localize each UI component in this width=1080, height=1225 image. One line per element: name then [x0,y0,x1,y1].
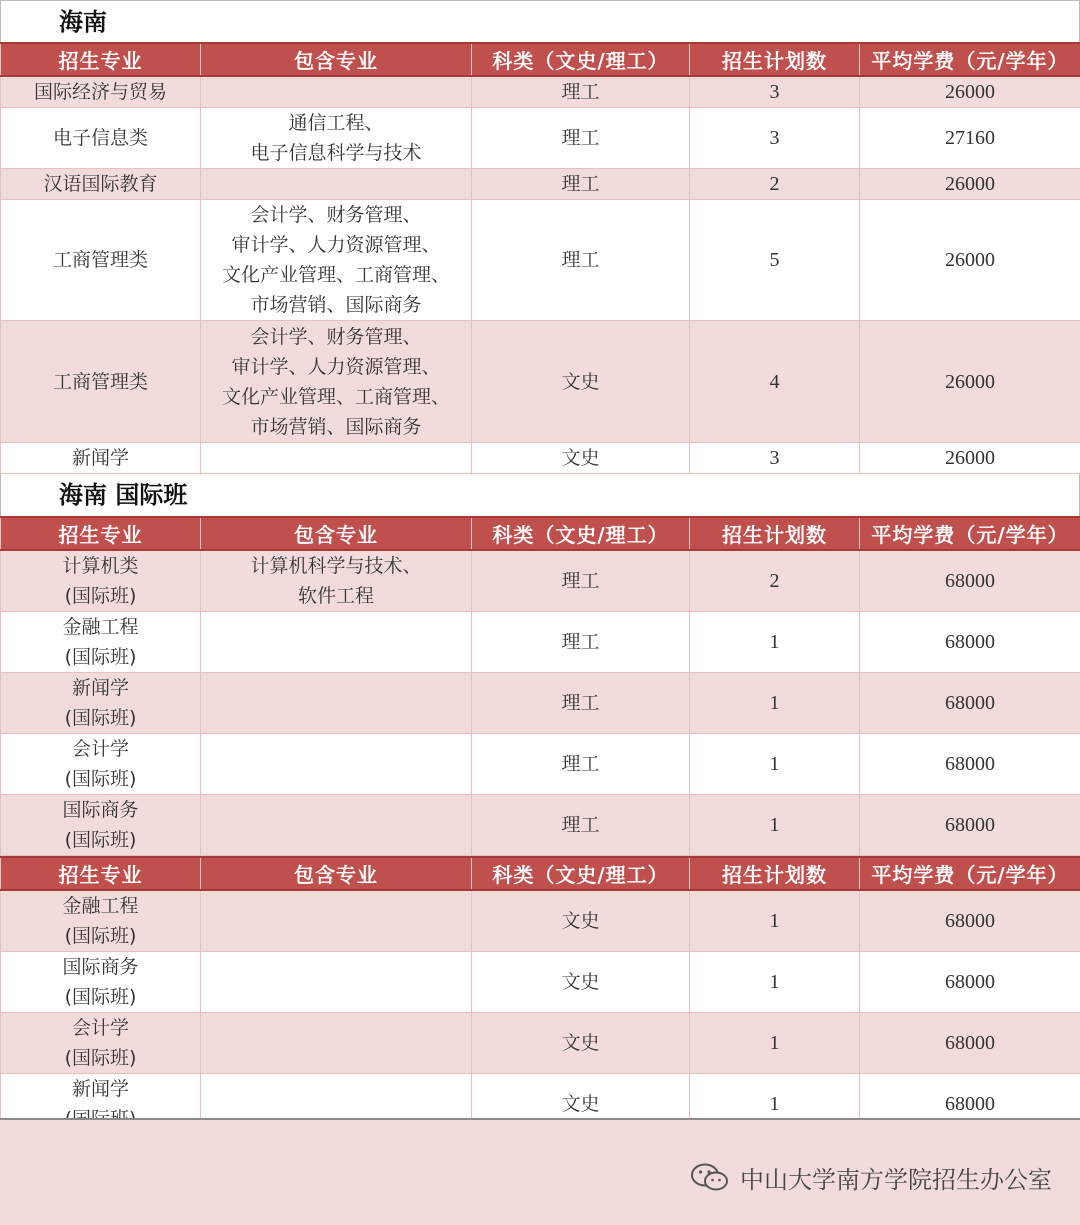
header-major: 招生专业 [1,517,201,550]
table-row [1,76,1080,108]
cell-includes [201,169,472,200]
cell-major: 新闻学 [1,1074,201,1135]
cell-plan: 2 [690,550,860,612]
header-includes: 包含专业 [201,517,472,550]
cell-plan: 1 [690,1074,860,1135]
cell-type: 理工 [472,612,690,673]
cell-plan: 1 [690,1013,860,1074]
cell-major: 工商管理类 [1,200,201,321]
cell-fee: 27160 [860,108,1080,169]
table-row [1,200,1080,321]
cell-includes: 通信工程、 电子信息科学与技术 [201,108,472,169]
cell-type: 理工 [472,200,690,321]
cell-major: 计算机类 (国际班) [1,550,201,612]
cell-type: 理工 [472,108,690,169]
cell-major: 新闻学 [1,443,201,474]
cell-type: 文史 [472,952,690,1013]
table-row [1,1013,1080,1074]
table-row [1,550,1080,612]
header-includes: 包含专业 [201,43,472,76]
header-type: 科类（文史/理工） [472,517,690,550]
cell-includes: 计算机科学与技术、 软件工程 [201,550,472,612]
cell-fee: 68000 [860,890,1080,952]
cell-plan: 3 [690,443,860,474]
cell-type: 文史 [472,1074,690,1135]
cell-type: 文史 [472,890,690,952]
header-plan: 招生计划数 [690,857,860,890]
cell-fee: 26000 [860,321,1080,443]
cell-type: 文史 [472,321,690,443]
header-fee: 平均学费（元/学年） [860,857,1080,890]
cell-fee: 68000 [860,612,1080,673]
table-row [1,108,1080,169]
header-type: 科类（文史/理工） [472,857,690,890]
cell-major: 金融工程 (国际班) [1,612,201,673]
cell-major: 会计学 (国际班) [1,1013,201,1074]
cell-plan: 4 [690,321,860,443]
table-row [1,612,1080,673]
header-plan: 招生计划数 [690,43,860,76]
cell-includes [201,795,472,856]
cell-includes [201,673,472,734]
cell-fee: 68000 [860,734,1080,795]
admission-table-hainan-intl-arts [0,856,1080,1135]
wechat-icon [690,1162,730,1194]
cell-major: 会计学 (国际班) [1,734,201,795]
table-row [1,321,1080,443]
cell-fee: 68000 [860,1074,1080,1135]
cell-fee: 68000 [860,1013,1080,1074]
cell-plan: 1 [690,952,860,1013]
watermark-text: 中山大学南方学院招生办公室 [740,1166,1052,1194]
cell-type: 理工 [472,795,690,856]
header-type: 科类（文史/理工） [472,43,690,76]
cell-type: 理工 [472,734,690,795]
cell-type: 文史 [472,1013,690,1074]
header-fee: 平均学费（元/学年） [860,517,1080,550]
cell-major: 金融工程 (国际班) [1,890,201,952]
cell-fee: 26000 [860,76,1080,108]
table-header-row [1,43,1080,76]
cell-includes: 会计学、财务管理、 审计学、人力资源管理、 文化产业管理、工商管理、 市场营销、国际商务 [201,200,472,321]
cell-plan: 1 [690,890,860,952]
cell-includes [201,612,472,673]
cell-fee: 68000 [860,550,1080,612]
header-major: 招生专业 [1,43,201,76]
cell-plan: 1 [690,734,860,795]
cell-type: 理工 [472,76,690,108]
cell-includes [201,734,472,795]
footer [0,1118,1080,1225]
cell-major: 国际商务 (国际班) [1,952,201,1013]
admission-table-hainan [0,42,1080,474]
cell-includes [201,890,472,952]
table-row [1,673,1080,734]
cell-major: 国际商务 (国际班) [1,795,201,856]
cell-fee: 68000 [860,952,1080,1013]
table-header-row [1,857,1080,890]
header-plan: 招生计划数 [690,517,860,550]
table-row [1,795,1080,856]
cell-plan: 3 [690,76,860,108]
cell-type: 理工 [472,550,690,612]
cell-includes [201,952,472,1013]
cell-type: 理工 [472,673,690,734]
table-row [1,890,1080,952]
cell-includes [201,1013,472,1074]
cell-includes [201,76,472,108]
cell-major: 新闻学 (国际班) [1,673,201,734]
cell-fee: 26000 [860,443,1080,474]
cell-includes: 会计学、财务管理、 审计学、人力资源管理、 文化产业管理、工商管理、 市场营销、国际商务 [201,321,472,443]
table-header-row [1,517,1080,550]
table-row [1,169,1080,200]
cell-type: 理工 [472,169,690,200]
cell-fee: 68000 [860,673,1080,734]
cell-major: 汉语国际教育 [1,169,201,200]
cell-type: 文史 [472,443,690,474]
cell-major: 国际经济与贸易 [1,76,201,108]
cell-major: 电子信息类 [1,108,201,169]
header-major: 招生专业 [1,857,201,890]
header-fee: 平均学费（元/学年） [860,43,1080,76]
cell-fee: 26000 [860,200,1080,321]
cell-major: 工商管理类 [1,321,201,443]
cell-includes [201,443,472,474]
table-row [1,952,1080,1013]
cell-plan: 1 [690,795,860,856]
section-title: 海南 国际班 [0,474,1080,516]
cell-plan: 1 [690,612,860,673]
cell-plan: 1 [690,673,860,734]
table-row [1,443,1080,474]
admission-table-hainan-intl-science [0,516,1080,856]
cell-plan: 5 [690,200,860,321]
header-includes: 包含专业 [201,857,472,890]
cell-fee: 26000 [860,169,1080,200]
cell-plan: 3 [690,108,860,169]
table-row [1,734,1080,795]
section-title: 海南 [0,0,1080,42]
cell-plan: 2 [690,169,860,200]
cell-fee: 68000 [860,795,1080,856]
watermark [690,1160,1052,1195]
